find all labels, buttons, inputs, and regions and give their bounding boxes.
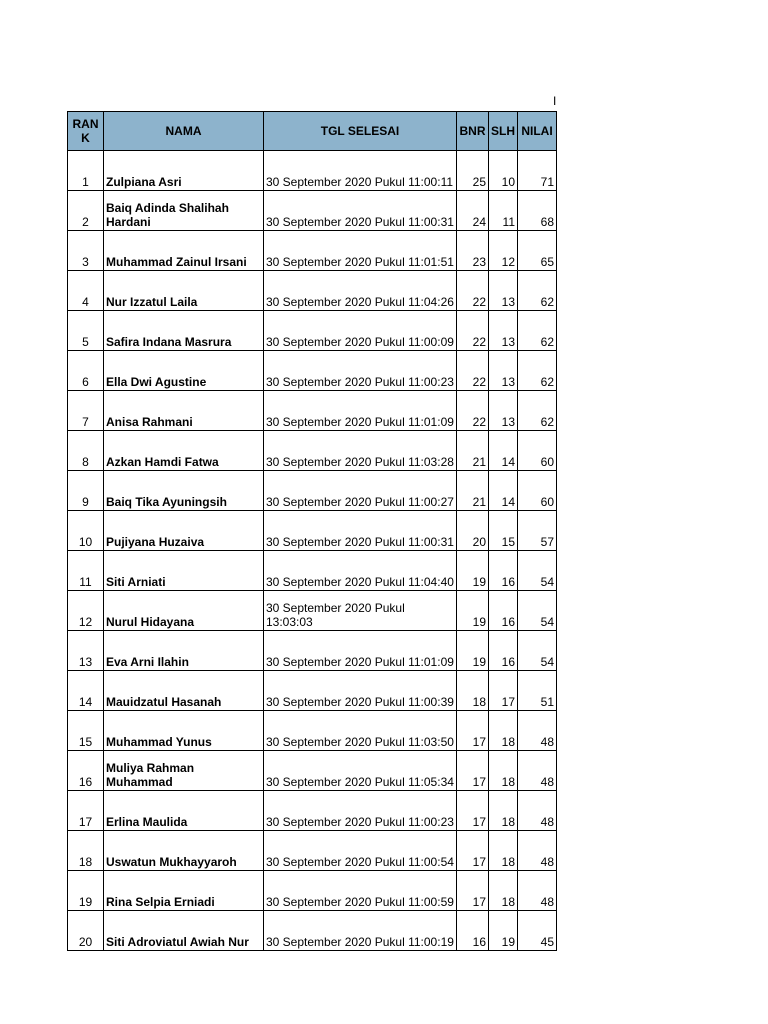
results-table [67,111,557,951]
wrong-count-cell: 18 [489,871,518,911]
finish-time-cell: 30 September 2020 Pukul 11:03:50 [264,711,457,751]
correct-count-cell: 19 [457,551,489,591]
header-nilai: NILAI [518,112,557,151]
score-cell: 62 [518,311,557,351]
table-row [68,431,557,471]
table-body [68,151,557,951]
finish-time-cell: 30 September 2020 Pukul 11:05:34 [264,751,457,791]
name-cell: Nurul Hidayana [104,591,264,631]
correct-count-cell: 19 [457,591,489,631]
name-cell: Eva Arni Ilahin [104,631,264,671]
corner-mark: I [553,94,557,108]
table-row [68,831,557,871]
correct-count-cell: 25 [457,151,489,191]
rank-cell: 7 [68,391,104,431]
correct-count-cell: 18 [457,671,489,711]
wrong-count-cell: 14 [489,471,518,511]
correct-count-cell: 17 [457,751,489,791]
rank-cell: 2 [68,191,104,231]
correct-count-cell: 22 [457,351,489,391]
wrong-count-cell: 12 [489,231,518,271]
wrong-count-cell: 16 [489,591,518,631]
table-row [68,351,557,391]
table-row [68,671,557,711]
table-header [68,112,557,151]
table-row [68,751,557,791]
correct-count-cell: 17 [457,791,489,831]
name-cell: Pujiyana Huzaiva [104,511,264,551]
score-cell: 48 [518,831,557,871]
wrong-count-cell: 19 [489,911,518,951]
score-cell: 68 [518,191,557,231]
correct-count-cell: 23 [457,231,489,271]
header-bnr: BNR [457,112,489,151]
score-cell: 60 [518,431,557,471]
rank-cell: 19 [68,871,104,911]
score-cell: 48 [518,791,557,831]
rank-cell: 12 [68,591,104,631]
finish-time-cell: 30 September 2020 Pukul 11:04:26 [264,271,457,311]
name-cell: Rina Selpia Erniadi [104,871,264,911]
wrong-count-cell: 13 [489,311,518,351]
rank-cell: 14 [68,671,104,711]
wrong-count-cell: 13 [489,351,518,391]
finish-time-cell: 30 September 2020 Pukul 11:00:27 [264,471,457,511]
name-cell: Muliya Rahman Muhammad [104,751,264,791]
correct-count-cell: 22 [457,271,489,311]
header-nama: NAMA [104,112,264,151]
table-row [68,231,557,271]
score-cell: 48 [518,751,557,791]
rank-cell: 11 [68,551,104,591]
finish-time-cell: 30 September 2020 Pukul 11:00:31 [264,511,457,551]
table-row [68,591,557,631]
table-row [68,631,557,671]
name-cell: Baiq Tika Ayuningsih [104,471,264,511]
wrong-count-cell: 16 [489,551,518,591]
rank-cell: 5 [68,311,104,351]
score-cell: 51 [518,671,557,711]
table-row [68,471,557,511]
finish-time-cell: 30 September 2020 Pukul 11:01:51 [264,231,457,271]
wrong-count-cell: 11 [489,191,518,231]
name-cell: Siti Adroviatul Awiah Nur [104,911,264,951]
finish-time-cell: 30 September 2020 Pukul 13:03:03 [264,591,457,631]
rank-cell: 17 [68,791,104,831]
table-row [68,911,557,951]
correct-count-cell: 21 [457,431,489,471]
rank-cell: 8 [68,431,104,471]
wrong-count-cell: 18 [489,791,518,831]
name-cell: Baiq Adinda Shalihah Hardani [104,191,264,231]
wrong-count-cell: 16 [489,631,518,671]
rank-cell: 13 [68,631,104,671]
finish-time-cell: 30 September 2020 Pukul 11:00:09 [264,311,457,351]
wrong-count-cell: 18 [489,751,518,791]
wrong-count-cell: 14 [489,431,518,471]
finish-time-cell: 30 September 2020 Pukul 11:00:11 [264,151,457,191]
header-row [68,112,557,151]
wrong-count-cell: 10 [489,151,518,191]
correct-count-cell: 24 [457,191,489,231]
name-cell: Ella Dwi Agustine [104,351,264,391]
table-row [68,551,557,591]
score-cell: 48 [518,871,557,911]
score-cell: 45 [518,911,557,951]
finish-time-cell: 30 September 2020 Pukul 11:00:54 [264,831,457,871]
score-cell: 54 [518,551,557,591]
rank-cell: 4 [68,271,104,311]
correct-count-cell: 22 [457,391,489,431]
score-cell: 62 [518,351,557,391]
score-cell: 62 [518,271,557,311]
score-cell: 54 [518,631,557,671]
wrong-count-cell: 17 [489,671,518,711]
finish-time-cell: 30 September 2020 Pukul 11:00:19 [264,911,457,951]
table-row [68,311,557,351]
rank-cell: 16 [68,751,104,791]
table-row [68,791,557,831]
finish-time-cell: 30 September 2020 Pukul 11:00:59 [264,871,457,911]
score-cell: 57 [518,511,557,551]
rank-cell: 1 [68,151,104,191]
score-cell: 60 [518,471,557,511]
score-cell: 71 [518,151,557,191]
name-cell: Muhammad Zainul Irsani [104,231,264,271]
correct-count-cell: 21 [457,471,489,511]
correct-count-cell: 20 [457,511,489,551]
name-cell: Erlina Maulida [104,791,264,831]
name-cell: Azkan Hamdi Fatwa [104,431,264,471]
wrong-count-cell: 18 [489,831,518,871]
finish-time-cell: 30 September 2020 Pukul 11:01:09 [264,631,457,671]
rank-cell: 20 [68,911,104,951]
wrong-count-cell: 13 [489,391,518,431]
header-rank: RANK [68,112,104,151]
correct-count-cell: 19 [457,631,489,671]
table-row [68,191,557,231]
name-cell: Siti Arniati [104,551,264,591]
finish-time-cell: 30 September 2020 Pukul 11:04:40 [264,551,457,591]
wrong-count-cell: 15 [489,511,518,551]
score-cell: 62 [518,391,557,431]
rank-cell: 10 [68,511,104,551]
wrong-count-cell: 13 [489,271,518,311]
table-row [68,511,557,551]
table-row [68,271,557,311]
correct-count-cell: 17 [457,711,489,751]
finish-time-cell: 30 September 2020 Pukul 11:03:28 [264,431,457,471]
wrong-count-cell: 18 [489,711,518,751]
finish-time-cell: 30 September 2020 Pukul 11:00:39 [264,671,457,711]
header-slh: SLH [489,112,518,151]
name-cell: Nur Izzatul Laila [104,271,264,311]
table-row [68,151,557,191]
correct-count-cell: 17 [457,871,489,911]
score-cell: 65 [518,231,557,271]
table-row [68,391,557,431]
header-tgl-selesai: TGL SELESAI [264,112,457,151]
rank-cell: 3 [68,231,104,271]
rank-cell: 18 [68,831,104,871]
correct-count-cell: 22 [457,311,489,351]
finish-time-cell: 30 September 2020 Pukul 11:00:23 [264,791,457,831]
score-cell: 54 [518,591,557,631]
finish-time-cell: 30 September 2020 Pukul 11:00:31 [264,191,457,231]
name-cell: Uswatun Mukhayyaroh [104,831,264,871]
name-cell: Mauidzatul Hasanah [104,671,264,711]
table-row [68,871,557,911]
correct-count-cell: 17 [457,831,489,871]
name-cell: Anisa Rahmani [104,391,264,431]
rank-cell: 15 [68,711,104,751]
score-cell: 48 [518,711,557,751]
table-row [68,711,557,751]
rank-cell: 9 [68,471,104,511]
name-cell: Muhammad Yunus [104,711,264,751]
finish-time-cell: 30 September 2020 Pukul 11:00:23 [264,351,457,391]
rank-cell: 6 [68,351,104,391]
name-cell: Safira Indana Masrura [104,311,264,351]
finish-time-cell: 30 September 2020 Pukul 11:01:09 [264,391,457,431]
correct-count-cell: 16 [457,911,489,951]
name-cell: Zulpiana Asri [104,151,264,191]
